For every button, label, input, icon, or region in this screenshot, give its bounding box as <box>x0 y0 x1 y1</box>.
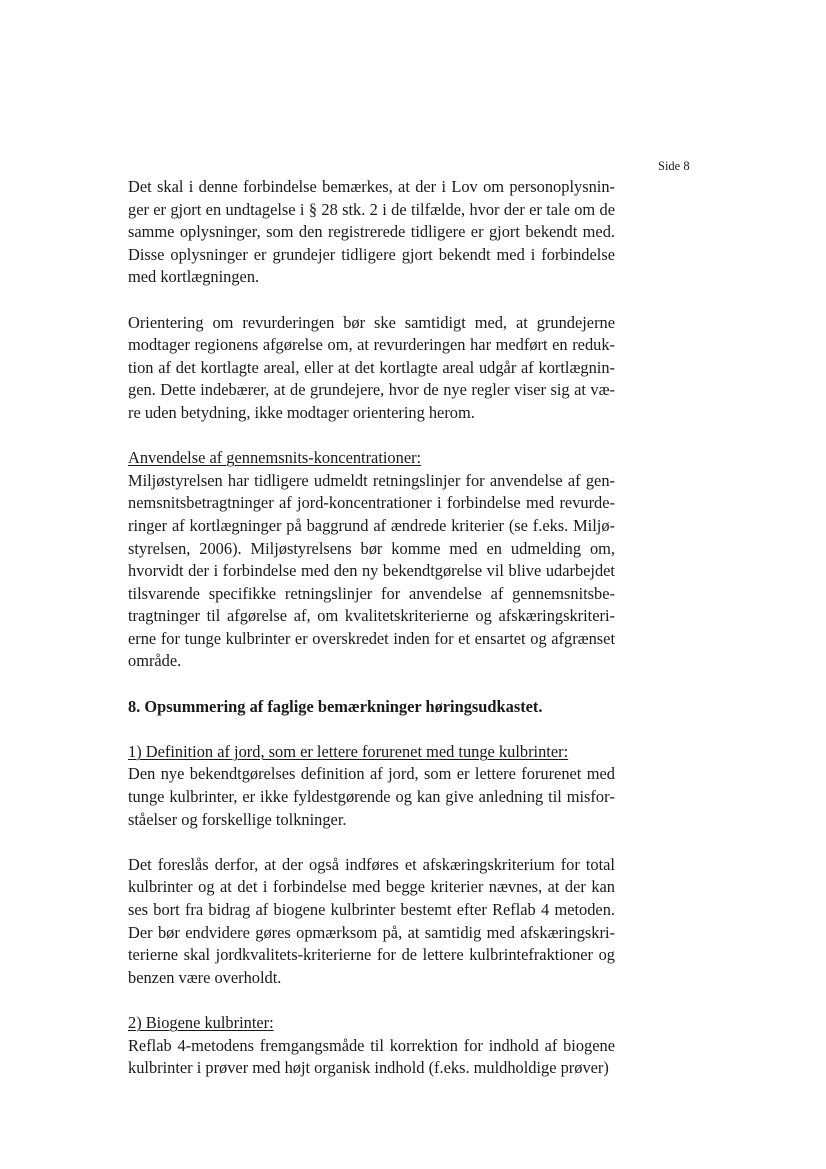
page-number: Side 8 <box>658 159 690 173</box>
paragraph-personal-data: Det skal i denne forbindelse bemærkes, at der i Lov om personoplysninger er gjort en undtagelse i § 28 stk. 2 i de tilfælde, hvor der er tale om de samme oplysninger, som den registrerede tidligere er gjort bekendt med. Disse oplysninger er grundejer tidligere gjort bekendt med i forbindelse med kortlægningen. <box>128 177 615 287</box>
document-body <box>128 176 615 1080</box>
paragraph-proposal: Det foreslås derfor, at der også indføres et afskæringskriterium for total kulbrinter og at det i forbindelse med begge kriterier nævnes, at der kan ses bort fra bidrag af biogene kulbrinter bestemt efter Reflab 4 metoden. Der bør endvidere gøres opmærksom på, at samtidig med afskæringskriterierne skal jordkvalitets-kriterierne for de lettere kulbrintefraktioner og benzen være overholdt. <box>128 854 615 987</box>
paragraph-definition-soil: Den nye bekendtgørelses definition af jord, som er lettere forurenet med tunge kulbrinter, er ikke fyldestgørende og kan give anledning til misforståelser og forskellige tolkninger. <box>128 764 615 829</box>
subheading-average-concentrations: Anvendelse af gennemsnits-koncentrationer: <box>128 448 422 468</box>
paragraph-average-concentrations: Miljøstyrelsen har tidligere udmeldt retningslinjer for anvendelse af gennemsnitsbetragtninger af jord-koncentrationer i forbindelse med revurderinger af kortlægninger på baggrund af ændrede kriterier (se f.eks. Miljøstyrelsen, 2006). Miljøstyrelsens bør komme med en udmelding om, hvorvidt der i forbindelse med den ny bekendtgørelse vil blive udarbejdet tilsvarende specifikke retningslinjer for anvendelse af gennemsnitsbetragtninger til afgørelse af, om kvalitetskriterierne og afskæringskriterierne for tunge kulbrinter er overskredet inden for et ensartet og afgrænset område. <box>128 470 615 671</box>
paragraph-biogenic-hydrocarbons: Reflab 4-metodens fremgangsmåde til korrektion for indhold af biogene kulbrinter i prøver med højt organisk indhold (f.eks. muldholdige prøver) <box>128 1035 615 1078</box>
subheading-definition-soil: 1) Definition af jord, som er lettere forurenet med tunge kulbrinter: <box>128 741 569 761</box>
paragraph-orientation: Orientering om revurderingen bør ske samtidigt med, at grundejerne modtager regionens afgørelse om, at revurderingen har medført en reduktion af det kortlagte areal, eller at det kortlagte areal udgår af kortlægningen. Dette indebærer, at de grundejere, hvor de nye regler viser sig at være uden betydning, ikke modtager orientering herom. <box>128 312 615 422</box>
section-heading-summary: 8. Opsummering af faglige bemærkninger høringsudkastet. <box>128 696 543 716</box>
subheading-biogenic-hydrocarbons: 2) Biogene kulbrinter: <box>128 1012 274 1032</box>
